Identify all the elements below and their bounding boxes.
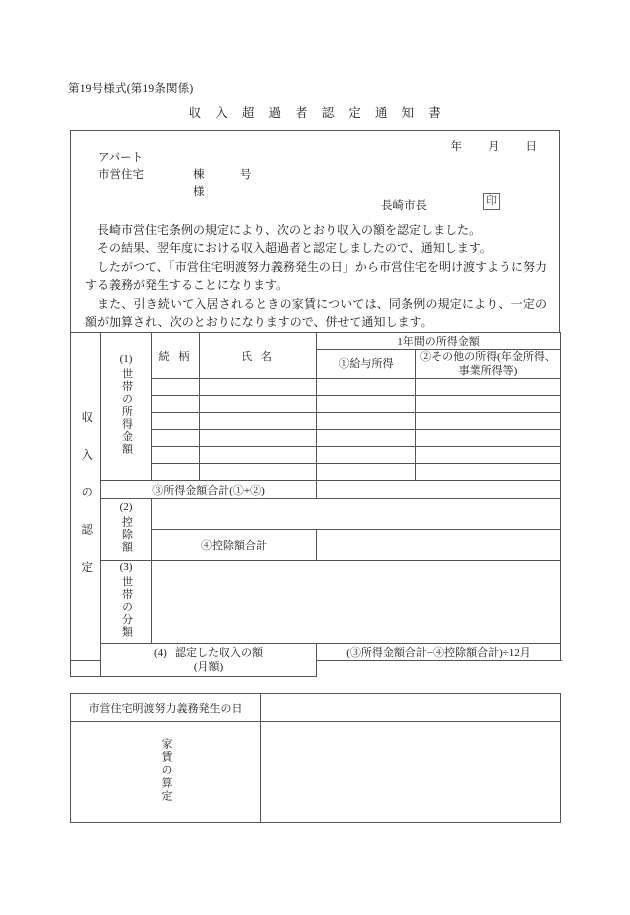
cell-name[interactable] — [200, 464, 317, 481]
section4-number: (4) — [153, 646, 167, 659]
col-header-relationship: 続 柄 — [152, 333, 200, 379]
body-paragraph-1: 長崎市営住宅条例の規定により、次のとおり収入の額を認定しました。 — [97, 223, 482, 237]
cell-other-income[interactable] — [416, 464, 561, 481]
apartment-label: アパート — [98, 152, 144, 164]
cell-relationship[interactable] — [152, 413, 200, 430]
cell-salary-income[interactable] — [317, 430, 416, 447]
vacate-obligation-label: 市営住宅明渡努力義務発生の日 — [71, 694, 261, 722]
cell-salary-income[interactable] — [317, 464, 416, 481]
income-total-row — [71, 481, 561, 499]
income-total-label: ③所得金額合計(①+②) — [101, 481, 317, 499]
rent-calculation-area[interactable] — [261, 722, 561, 823]
date-day-label: 日 — [525, 141, 537, 153]
cell-other-income[interactable] — [416, 447, 561, 464]
income-certification-table — [70, 332, 561, 677]
rent-calculation-label: 家賃の算定 — [160, 738, 172, 803]
vacate-obligation-row — [71, 694, 561, 722]
section3-label: 世帯の分類 — [120, 576, 133, 639]
body-paragraph-2: その結果、翌年度における収入超過者と認定しましたので、通知します。 — [97, 241, 492, 256]
section3-label-cell — [101, 561, 152, 644]
date-year-label: 年 — [450, 141, 462, 153]
form-number: 第19号様式(第19条関係) — [68, 83, 194, 95]
side-label-text: 収 入 の 認 定 — [80, 410, 93, 579]
body-paragraph-4: また、引き続いて入居されるときの家賃については、同条例の規定により、一定の額が加算され、次のとおりになりますので、併せて通知します。 — [85, 296, 547, 330]
building-unit-label: 棟 — [193, 169, 205, 181]
section2-row-1 — [71, 499, 561, 530]
cell-other-income[interactable] — [416, 379, 561, 396]
deduction-detail-cell[interactable] — [152, 499, 561, 530]
section4-row-1 — [71, 643, 561, 660]
vacate-obligation-value[interactable] — [261, 694, 561, 722]
cell-relationship[interactable] — [152, 447, 200, 464]
notice-body — [85, 221, 547, 331]
cell-salary-income[interactable] — [317, 396, 416, 413]
cell-relationship[interactable] — [152, 430, 200, 447]
rent-calculation-label-cell — [71, 722, 261, 823]
section4-label-line2: (月額) — [193, 660, 224, 673]
cell-other-income[interactable] — [416, 396, 561, 413]
cell-name[interactable] — [200, 447, 317, 464]
cell-name[interactable] — [200, 396, 317, 413]
section1-label-cell — [101, 333, 152, 481]
section2-label-cell — [101, 499, 152, 561]
cell-salary-income[interactable] — [317, 413, 416, 430]
issuer-title: 長崎市長 — [381, 200, 427, 212]
cell-other-income[interactable] — [416, 430, 561, 447]
col-header-salary-income: ①給与所得 — [317, 350, 416, 379]
side-label-cell — [71, 333, 101, 661]
col-header-name: 氏 名 — [200, 333, 317, 379]
section1-label: 世帯の所得金額 — [120, 368, 133, 456]
cell-salary-income[interactable] — [317, 447, 416, 464]
deduction-total-value[interactable] — [317, 530, 561, 561]
income-total-value[interactable] — [317, 481, 561, 499]
cell-other-income[interactable] — [416, 413, 561, 430]
section2-label: 控除額 — [120, 516, 133, 554]
cell-relationship[interactable] — [152, 379, 200, 396]
section4-formula: (③所得金額合計−④控除額合計)÷12月 — [317, 643, 561, 660]
cell-relationship[interactable] — [152, 464, 200, 481]
municipal-housing-label: 市営住宅 — [98, 169, 144, 181]
cell-salary-income[interactable] — [317, 379, 416, 396]
housing-line — [98, 167, 252, 184]
cell-relationship[interactable] — [152, 396, 200, 413]
date-line — [451, 138, 538, 154]
rent-calculation-row — [71, 722, 561, 823]
honorific-line — [98, 184, 205, 201]
deduction-total-label: ④控除額合計 — [152, 530, 317, 561]
body-paragraph-3: したがつて、「市営住宅明渡努力義務発生の日」から市営住宅を明け渡すように努力する義務が発生することになります。 — [85, 259, 547, 293]
section2-number: (2) — [119, 501, 133, 514]
col-header-income-group: 1年間の所得金額 — [317, 333, 561, 350]
seal-icon: 印 — [483, 193, 500, 210]
household-classification-cell[interactable] — [152, 561, 561, 644]
bottom-table — [70, 693, 561, 823]
honorific-label: 様 — [193, 186, 205, 198]
date-month-label: 月 — [488, 141, 500, 153]
document-title: 収 入 超 過 者 認 定 通 知 書 — [188, 106, 447, 120]
section3-row — [71, 561, 561, 644]
section4-label-line1: 認定した収入の額 — [175, 646, 264, 659]
section3-number: (3) — [119, 561, 133, 573]
cell-name[interactable] — [200, 413, 317, 430]
section1-number: (1) — [119, 353, 133, 366]
header-box — [70, 130, 560, 332]
table-header-row-1 — [71, 333, 561, 350]
recipient-address-block — [98, 150, 252, 201]
col-header-other-income: ②その他の所得(年金所得、事業所得等) — [416, 350, 561, 379]
room-number-label: 号 — [240, 169, 252, 181]
section4-value-cell[interactable] — [71, 660, 200, 676]
cell-name[interactable] — [200, 379, 317, 396]
cell-name[interactable] — [200, 430, 317, 447]
